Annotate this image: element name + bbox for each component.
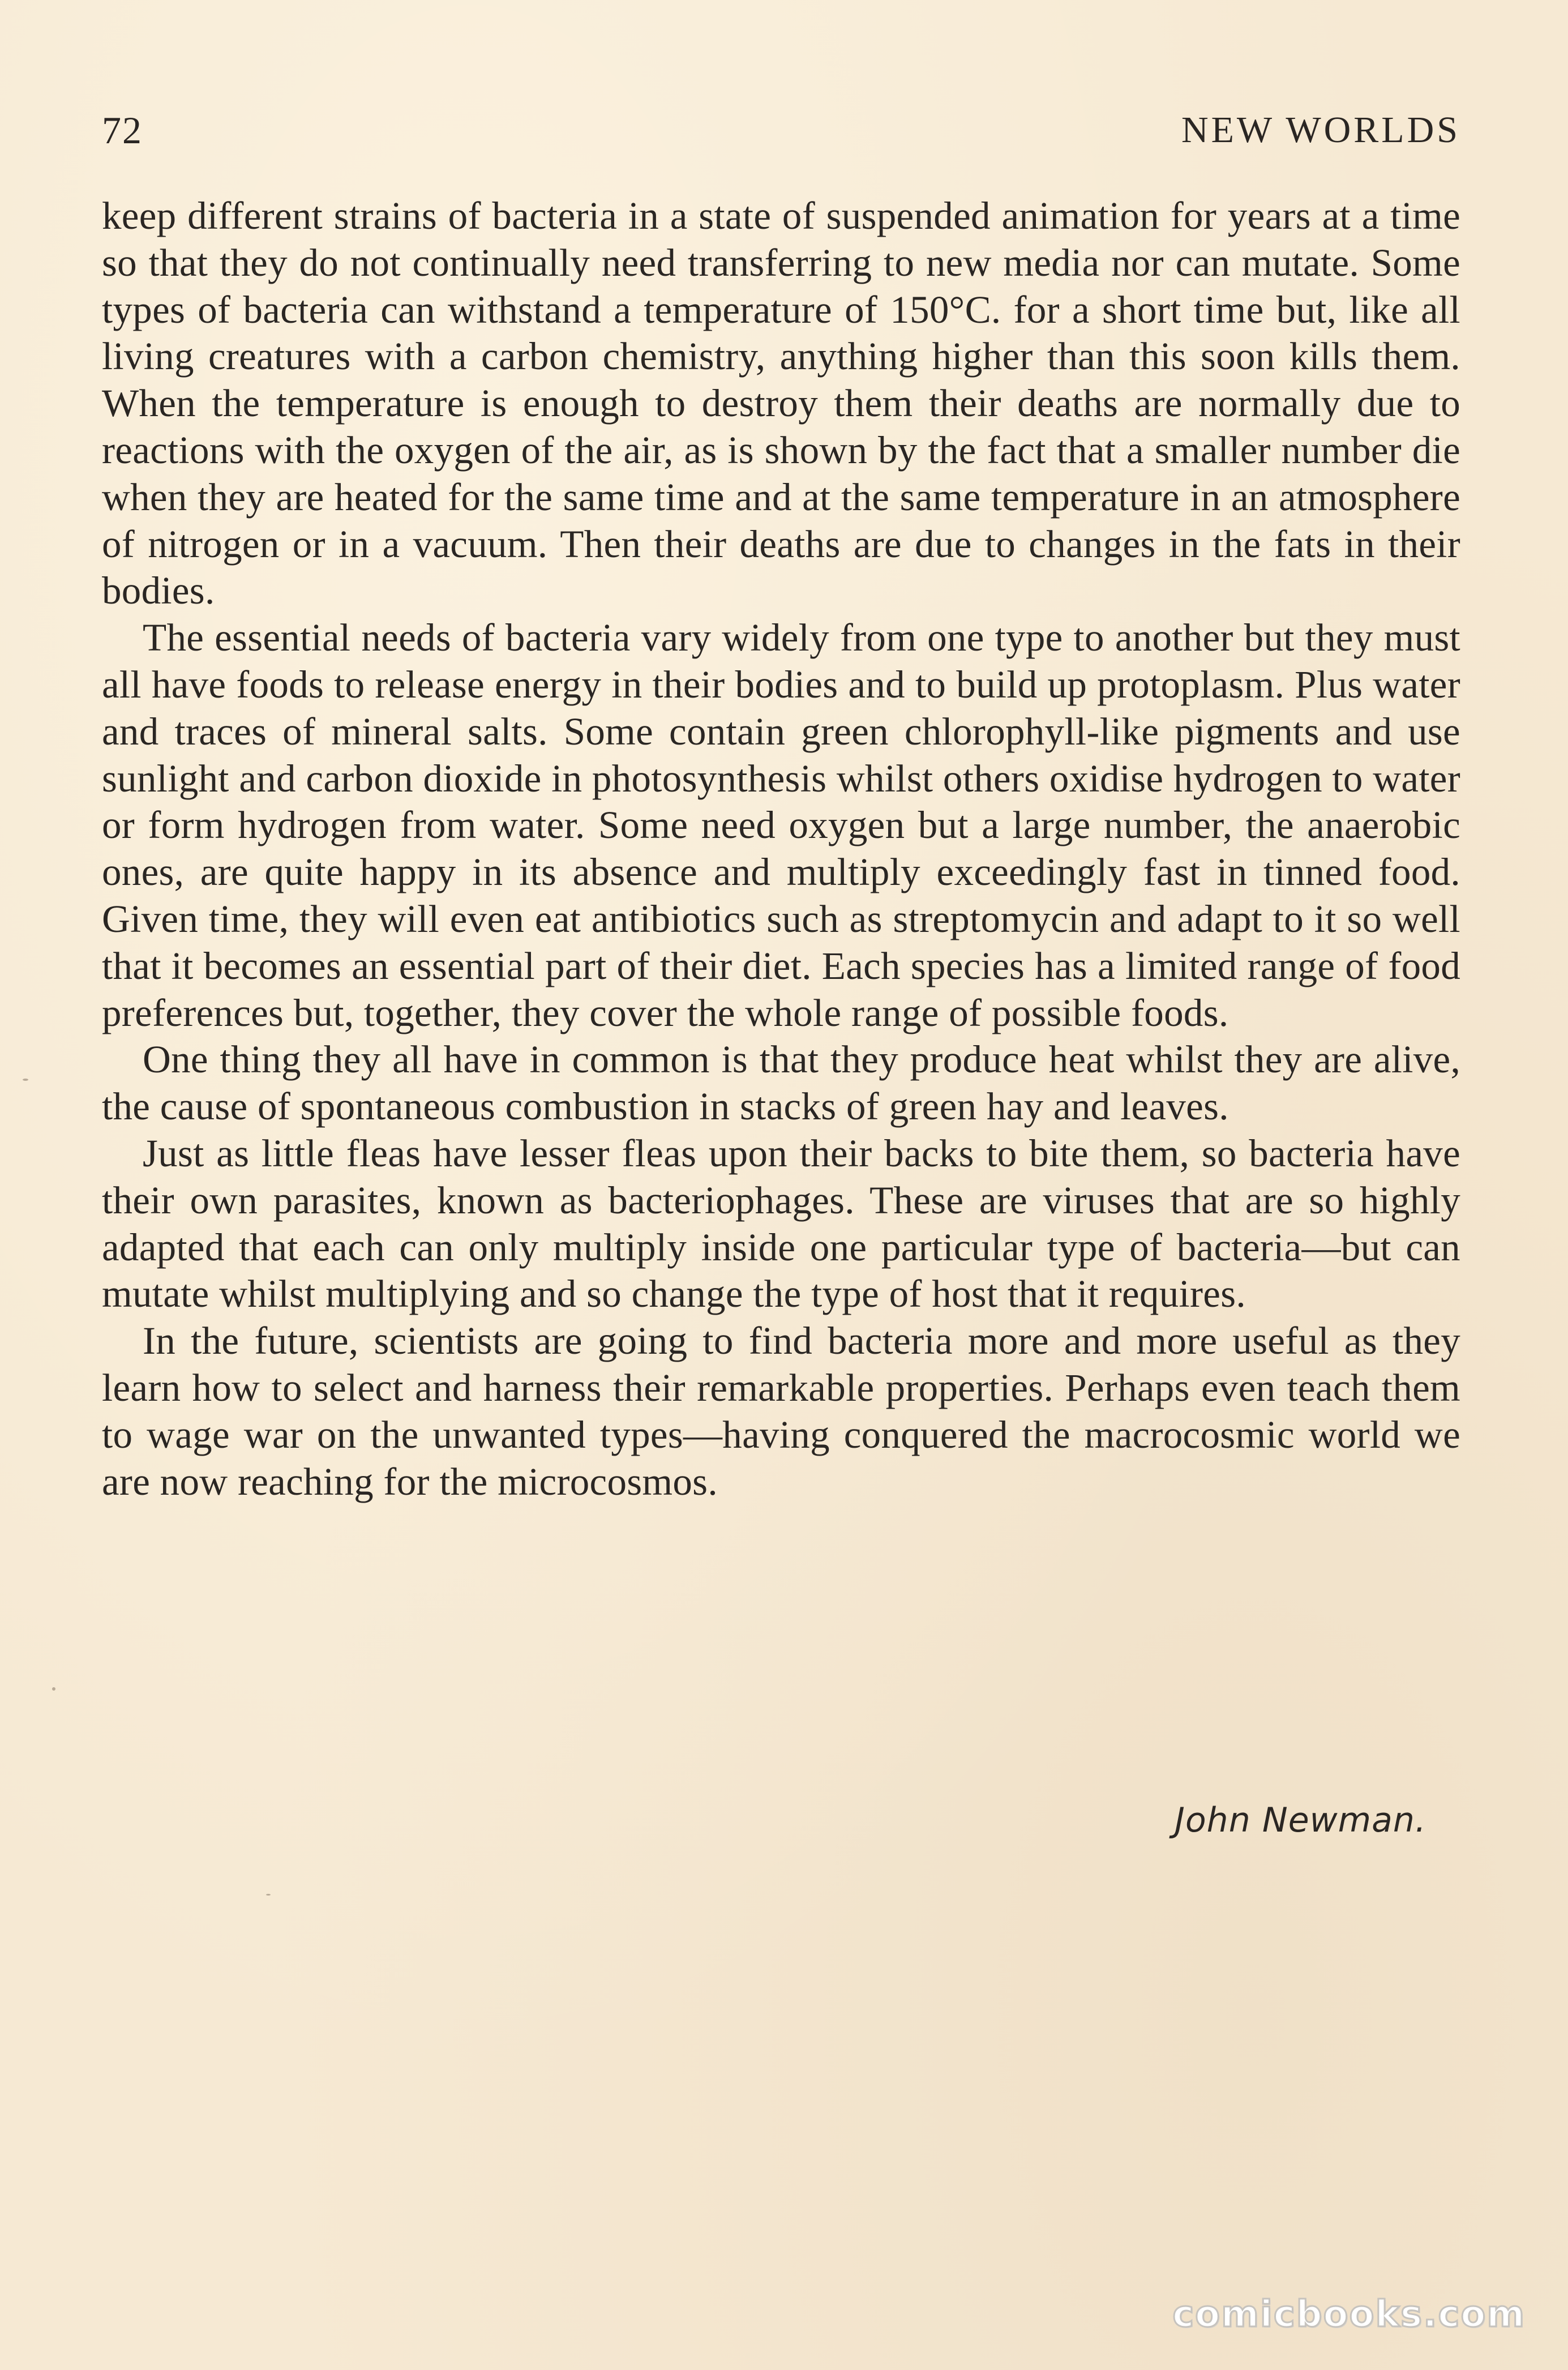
paper-speck (52, 1687, 55, 1691)
paper-speck (266, 1894, 271, 1896)
paragraph-heat: One thing they all have in common is that they produce heat whilst they are alive, the cause of spontaneous combustion in stacks of green hay and leaves. (102, 1038, 1460, 1128)
author-signature: John Newman. (1175, 1800, 1426, 1840)
page-number: 72 (102, 109, 143, 152)
paragraph-continuation: keep different strains of bacteria in a state of suspended animation for years at a time so that they do not continually need transferring to new media nor can mutate. Some types of bacteria can withstand a temperature of 150°C. for a short time but, like all living creatures with a carbon chemistry, anything higher than this soon kills them. When the temperature is enough to destroy them their deaths are normally due to reactions with the oxygen of the air, as is shown by the fact that a smaller number die when they are heated for the same time and at the same temperature in an atmosphere of nitrogen or in a vacuum. Then their deaths are due to changes in the fats in their bodies. (102, 194, 1460, 613)
paragraph-bacteria-needs: The essential needs of bacteria vary widely from one type to another but they must all have foods to release energy in their bodies and to build up protoplasm. Plus water and traces of mineral salts. Some contain green chlorophyll-like pigments and use sunlight and carbon dioxide in photosynthesis whilst others oxidise hydrogen to water or form hydrogen from water. Some need oxygen but a large number, the anaerobic ones, are quite happy in its absence and multiply exceedingly fast in tinned food. Given time, they will even eat antibiotics such as streptomycin and adapt to it so well that it becomes an essential part of their diet. Each species has a limited range of food preferences but, together, they cover the whole range of possible foods. (102, 616, 1460, 1034)
running-head: NEW WORLDS (1181, 109, 1460, 151)
paper-speck (23, 1079, 28, 1081)
page-header (102, 102, 1460, 159)
paragraph-bacteriophages: Just as little fleas have lesser fleas upon their backs to bite them, so bacteria have their own parasites, known as bacteriophages. These are viruses that are so highly adapted that each can only multiply inside one particular type of bacteria—but can mutate whilst multiplying and so change the type of host that it requires. (102, 1131, 1460, 1316)
paragraph-future: In the future, scientists are going to find bacteria more and more useful as they learn how to select and harness their remarkable properties. Perhaps even teach them to wage war on the unwanted types—having conquered the macrocosmic world we are now reaching for the microcosmos. (102, 1319, 1460, 1503)
article-body (102, 192, 1460, 1505)
watermark-logo: comicbooks.com (1172, 2294, 1526, 2335)
